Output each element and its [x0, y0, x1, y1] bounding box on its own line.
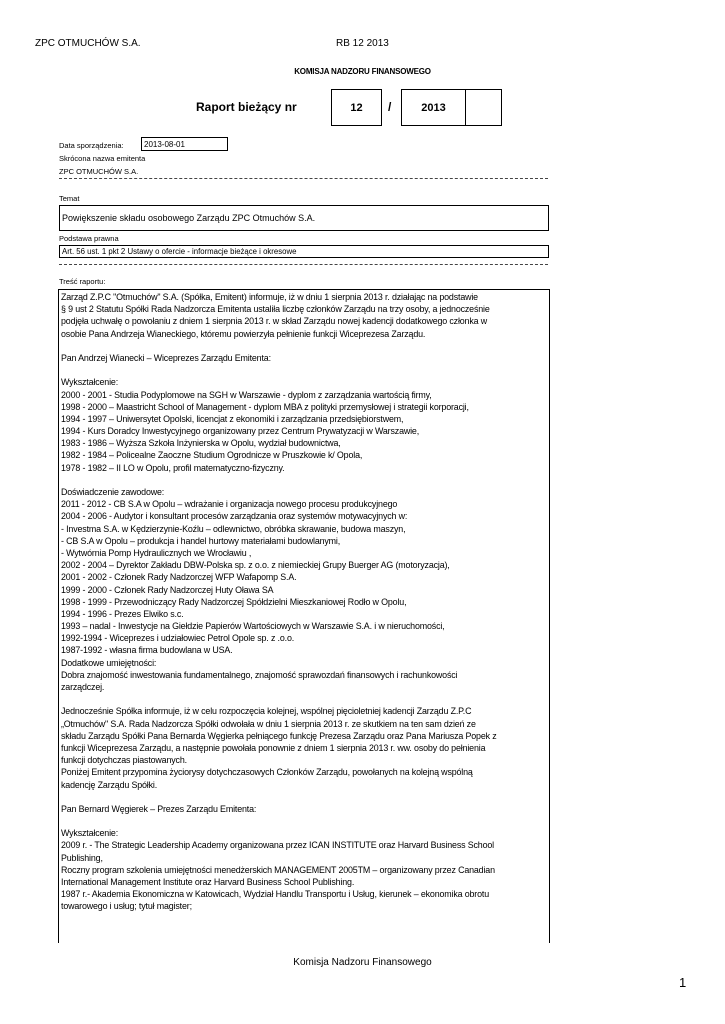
content-line: [61, 791, 549, 803]
content-line: 2000 - 2001 - Studia Podyplomowe na SGH w Warszawie - dyplom z zarządzania wartością firmy,: [61, 389, 432, 400]
footer-authority: Komisja Nadzoru Finansowego: [293, 957, 432, 968]
content-line: - Investma S.A. w Kędzierzynie-Koźlu – odlewnictwo, obróbka skrawanie, budowa maszyn,: [61, 523, 406, 534]
content-line: funkcji Wiceprezesa Zarządu, a następnie powołała ponownie z dniem 1 sierpnia 2013 r. ww. osoby do pełnienia: [61, 742, 486, 753]
content-line: Dobra znajomość inwestowania fundamentalnego, znajomość sprawozdań finansowych i rachunkowości: [61, 669, 458, 680]
content-line: - CB S.A w Opolu – produkcja i handel hurtowy materiałami budowlanymi,: [61, 535, 341, 546]
content-line: „Otmuchów" S.A. Rada Nadzorcza Spółki odwołała w dniu 1 sierpnia 2013 r. ze skutkiem na ten sam dzień ze: [61, 718, 476, 729]
content-line: 1983 - 1986 – Wyższa Szkoła Inżynierska w Opolu, wydział budownictwa,: [61, 438, 341, 449]
content-line: - Wytwórnia Pomp Hydraulicznych we Wrocławiu ,: [61, 547, 252, 558]
report-year: 2013: [421, 101, 446, 114]
content-line: 2001 - 2002 - Członek Rady Nadzorczej WFP Wafapomp S.A.: [61, 572, 297, 583]
content-line: 1978 - 1982 – II LO w Opolu, profil matematyczno-fizyczny.: [61, 462, 285, 473]
report-number-box: [331, 89, 382, 126]
content-line: Poniżej Emitent przypomina życiorysy dotychczasowych Członków Zarządu, powołanych na kolejną wspólną: [61, 767, 473, 778]
content-line: 1987 r.- Akademia Ekonomiczna w Katowicach, Wydział Handlu Transportu i Usług, kierunek – ekonomika obrotu: [61, 889, 489, 900]
content-line: [61, 474, 549, 486]
short-name-value: ZPC OTMUCHÓW S.A.: [59, 167, 139, 176]
date-label: Data sporządzenia:: [59, 141, 124, 150]
content-lines: [61, 291, 549, 913]
content-line: Wykształcenie:: [61, 828, 119, 839]
content-line: 1982 - 1984 – Policealne Zaoczne Studium Ogrodnicze w Pruszkowie k/ Opola,: [61, 450, 363, 461]
content-line: 1994 - 1997 – Uniwersytet Opolski, licencjat z ekonomiki i zarządzania przedsiębiorstwem,: [61, 413, 404, 424]
content-line: 1987-1992 - własna firma budowlana w USA.: [61, 645, 233, 656]
content-line: 1994 - 1996 - Prezes Elwiko s.c.: [61, 608, 184, 619]
header-company: ZPC OTMUCHÓW S.A.: [35, 38, 141, 49]
report-title: Raport bieżący nr: [196, 100, 297, 114]
short-name-label: Skrócona nazwa emitenta: [59, 154, 146, 163]
content-line: [61, 693, 549, 705]
subject-label: Temat: [59, 194, 80, 203]
content-line: [61, 340, 549, 352]
content-line: 1998 - 2000 – Maastricht School of Management - dyplom MBA z polityki przemysłowej i strategii korporacji,: [61, 401, 469, 412]
report-extra-box: [465, 89, 502, 126]
content-line: Pan Bernard Węgierek – Prezes Zarządu Emitenta:: [61, 803, 257, 814]
legal-basis-value: Art. 56 ust. 1 pkt 2 Ustawy o ofercie - informacje bieżące i okresowe: [62, 247, 297, 256]
legal-basis-label: Podstawa prawna: [59, 234, 119, 243]
content-line: składu Zarządu Spółki Pana Bernarda Węgierka pełniącego funkcję Prezesa Zarządu oraz Pana Mariusza Popek z: [61, 730, 497, 741]
content-line: osobie Pana Andrzeja Wianeckiego, któremu powierzyła pełnienie funkcji Wiceprezesa Zarządu.: [61, 328, 426, 339]
date-value: 2013-08-01: [144, 140, 185, 149]
content-line: Dodatkowe umiejętności:: [61, 657, 157, 668]
content-line: Wykształcenie:: [61, 377, 119, 388]
report-separator: /: [388, 100, 392, 114]
content-line: Zarząd Z.P.C "Otmuchów" S.A. (Spółka, Emitent) informuje, iż w dniu 1 sierpnia 2013 r. działając na podstawie: [61, 292, 478, 302]
content-line: funkcji dotychczas piastowanych.: [61, 755, 187, 766]
divider: [59, 264, 548, 265]
content-label: Treść raportu:: [59, 277, 106, 286]
content-line: Jednocześnie Spółka informuje, iż w celu rozpoczęcia kolejnej, wspólnej pięcioletniej kadencji Zarządu Z.P.C: [61, 706, 472, 717]
content-line: 1993 – nadal - Inwestycje na Giełdzie Papierów Wartościowych w Warszawie S.A. i w nieruchomości,: [61, 621, 445, 632]
subject-value: Powiększenie składu osobowego Zarządu ZPC Otmuchów S.A.: [62, 213, 316, 223]
page-number: 1: [679, 975, 687, 990]
report-number: 12: [350, 101, 363, 114]
content-line: towarowego i usług; tytuł magister;: [61, 901, 192, 912]
content-line: 2004 - 2006 - Audytor i konsultant procesów zarządzania oraz systemów motywacyjnych w:: [61, 511, 408, 522]
content-line: 2002 - 2004 – Dyrektor Zakładu DBW-Polska sp. z o.o. z niemieckiej Grupy Buerger AG (motoryzacja),: [61, 560, 450, 571]
subject-field: [59, 205, 549, 231]
date-field: [141, 137, 228, 151]
content-line: International Management Institute oraz Harvard Business School Publishing.: [61, 877, 355, 887]
content-line: [61, 815, 549, 827]
report-content: [58, 289, 550, 943]
content-line: 2009 r. - The Strategic Leadership Academy organizowana przez ICAN INSTITUTE oraz Harvard Business School: [61, 840, 494, 851]
report-year-box: [401, 89, 466, 126]
content-line: 2011 - 2012 - CB S.A w Opolu – wdrażanie i organizacja nowego procesu produkcyjnego: [61, 499, 398, 510]
content-line: podjęła uchwałę o powołaniu z dniem 1 sierpnia 2013 r. w skład Zarządu nowej kadencji dodatkowego członka w: [61, 316, 487, 327]
content-line: 1994 - Kurs Doradcy Inwestycyjnego organizowany przez Centrum Prywatyzacji w Warszawie,: [61, 426, 420, 437]
content-line: § 9 ust 2 Statutu Spółki Rada Nadzorcza Emitenta ustaliła liczbę członków Zarządu na trzy osoby, a jednocześnie: [61, 304, 490, 315]
content-line: zarządczej.: [61, 682, 105, 692]
content-line: Roczny program szkolenia umiejętności menedżerskich MANAGEMENT 2005TM – organizowany przez Canadian: [61, 864, 495, 875]
header-report-code: RB 12 2013: [336, 38, 389, 49]
content-line: kadencję Zarządu Spółki.: [61, 779, 158, 790]
legal-basis-field: [59, 245, 549, 258]
content-line: Doświadczenie zawodowe:: [61, 487, 165, 497]
content-line: 1999 - 2000 - Członek Rady Nadzorczej Huty Oława SA: [61, 584, 274, 595]
content-line: Pan Andrzej Wianecki – Wiceprezes Zarządu Emitenta:: [61, 352, 271, 363]
content-line: 1992-1994 - Wiceprezes i udziałowiec Petrol Opole sp. z .o.o.: [61, 633, 295, 644]
divider: [59, 178, 548, 179]
content-line: [61, 364, 549, 376]
authority-title: KOMISJA NADZORU FINANSOWEGO: [294, 67, 431, 76]
content-line: Publishing,: [61, 852, 103, 863]
content-line: 1998 - 1999 - Przewodniczący Rady Nadzorczej Spółdzielni Mieszkaniowej Rodło w Opolu,: [61, 596, 407, 607]
